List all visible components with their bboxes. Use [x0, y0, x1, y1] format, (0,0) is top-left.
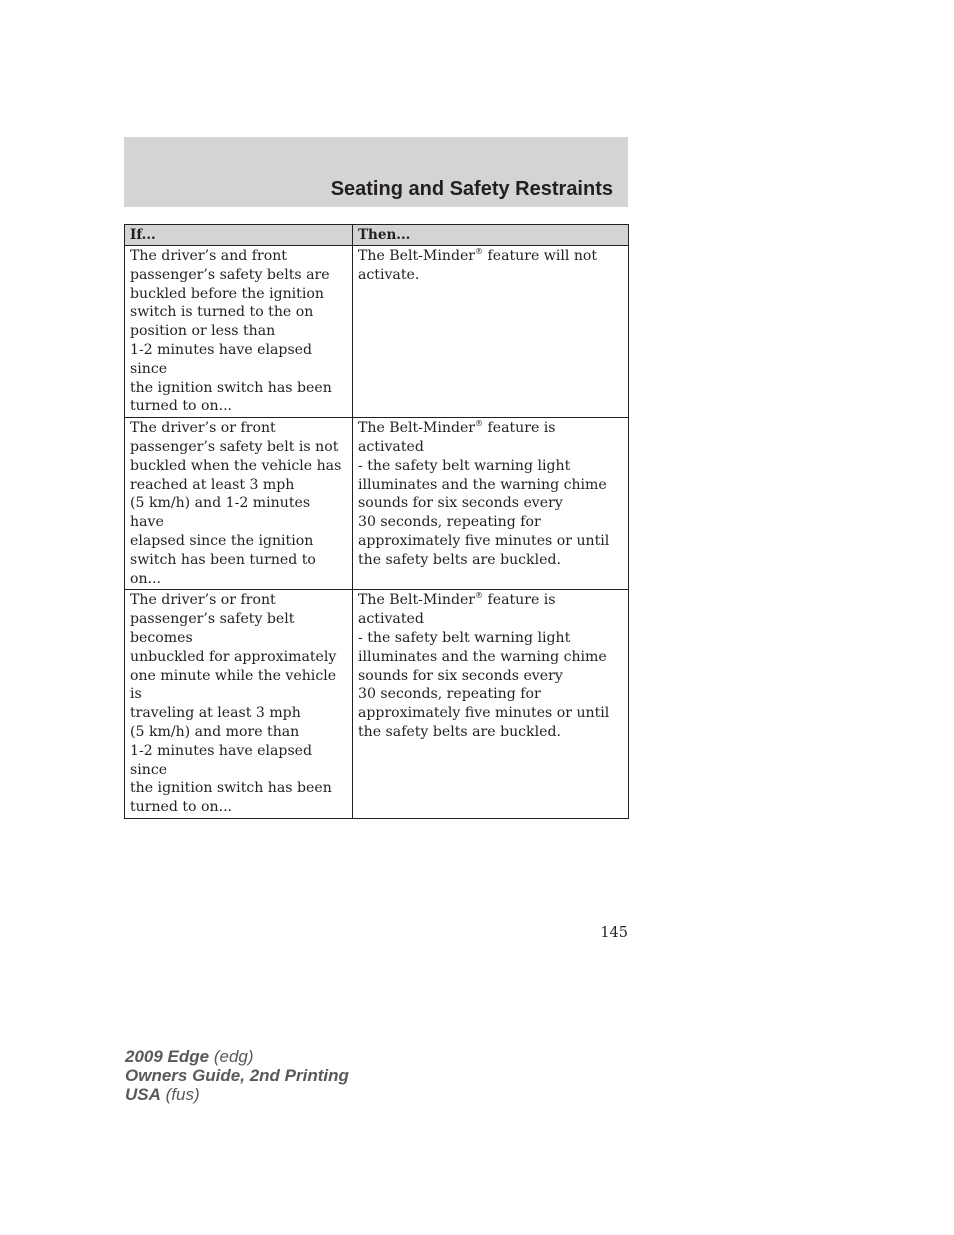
belt-minder-table [124, 224, 629, 819]
condition-cell [125, 418, 353, 590]
result-text [358, 419, 624, 569]
result-text-suffix: feature is activated - the safety belt warning light illuminates and the warning chime sounds for six seconds every 30 seconds, repeating for approximately five minutes or until the safety belts are buckled. [358, 420, 610, 568]
result-text-prefix: The Belt-Minder [358, 420, 476, 437]
result-text-suffix: feature will not activate. [358, 248, 598, 283]
result-text [358, 591, 624, 741]
condition-cell [125, 246, 353, 418]
result-cell [353, 590, 629, 819]
footer-line-guide [125, 1066, 349, 1085]
registered-mark: ® [475, 247, 484, 256]
result-cell [353, 246, 629, 418]
footer-guide: Owners Guide, 2nd Printing [125, 1066, 349, 1085]
condition-text: The driver’s or front passenger’s safety belt is not buckled when the vehicle has reached at least 3 mph (5 km/h) and 1-2 minutes have elapsed since the ignition switch has been turned to on... [130, 420, 342, 587]
result-text-prefix: The Belt-Minder [358, 248, 476, 264]
result-cell [353, 418, 629, 590]
result-text-suffix: feature is activated - the safety belt warning light illuminates and the warning chime sounds for six seconds every 30 seconds, repeating for approximately five minutes or until the safety belts are buckled. [358, 592, 610, 740]
footer-market-code: (fus) [165, 1085, 200, 1104]
result-text [358, 247, 624, 285]
table-row [125, 246, 629, 418]
condition-cell [125, 590, 353, 819]
column-header-if: If... [125, 225, 353, 246]
table-row [125, 590, 629, 819]
condition-text: The driver’s and front passenger’s safety belts are buckled before the ignition switch is turned to the on position or less than 1-2 minutes have elapsed since the ignition switch has been turned to on... [130, 248, 332, 415]
table-row [125, 418, 629, 590]
footer-model: 2009 Edge [125, 1047, 210, 1066]
footer-line-market [125, 1085, 349, 1104]
registered-mark: ® [475, 419, 484, 429]
section-title: Seating and Safety Restraints [330, 178, 613, 200]
footer-line-model [125, 1047, 349, 1066]
document-footer [125, 1047, 349, 1104]
footer-model-code: (edg) [213, 1047, 254, 1066]
result-text-prefix: The Belt-Minder [358, 592, 476, 609]
condition-text: The driver’s or front passenger’s safety belt becomes unbuckled for approximately one minute while the vehicle is traveling at least 3 mph (5 km/h) and more than 1-2 minutes have elapsed since the ignition switch has been turned to on... [130, 592, 337, 816]
column-header-then: Then... [353, 225, 629, 246]
table-header-row [125, 225, 629, 246]
footer-market: USA [125, 1085, 161, 1104]
section-header-band [124, 137, 628, 207]
registered-mark: ® [475, 591, 484, 601]
page-number: 145 [600, 925, 628, 941]
